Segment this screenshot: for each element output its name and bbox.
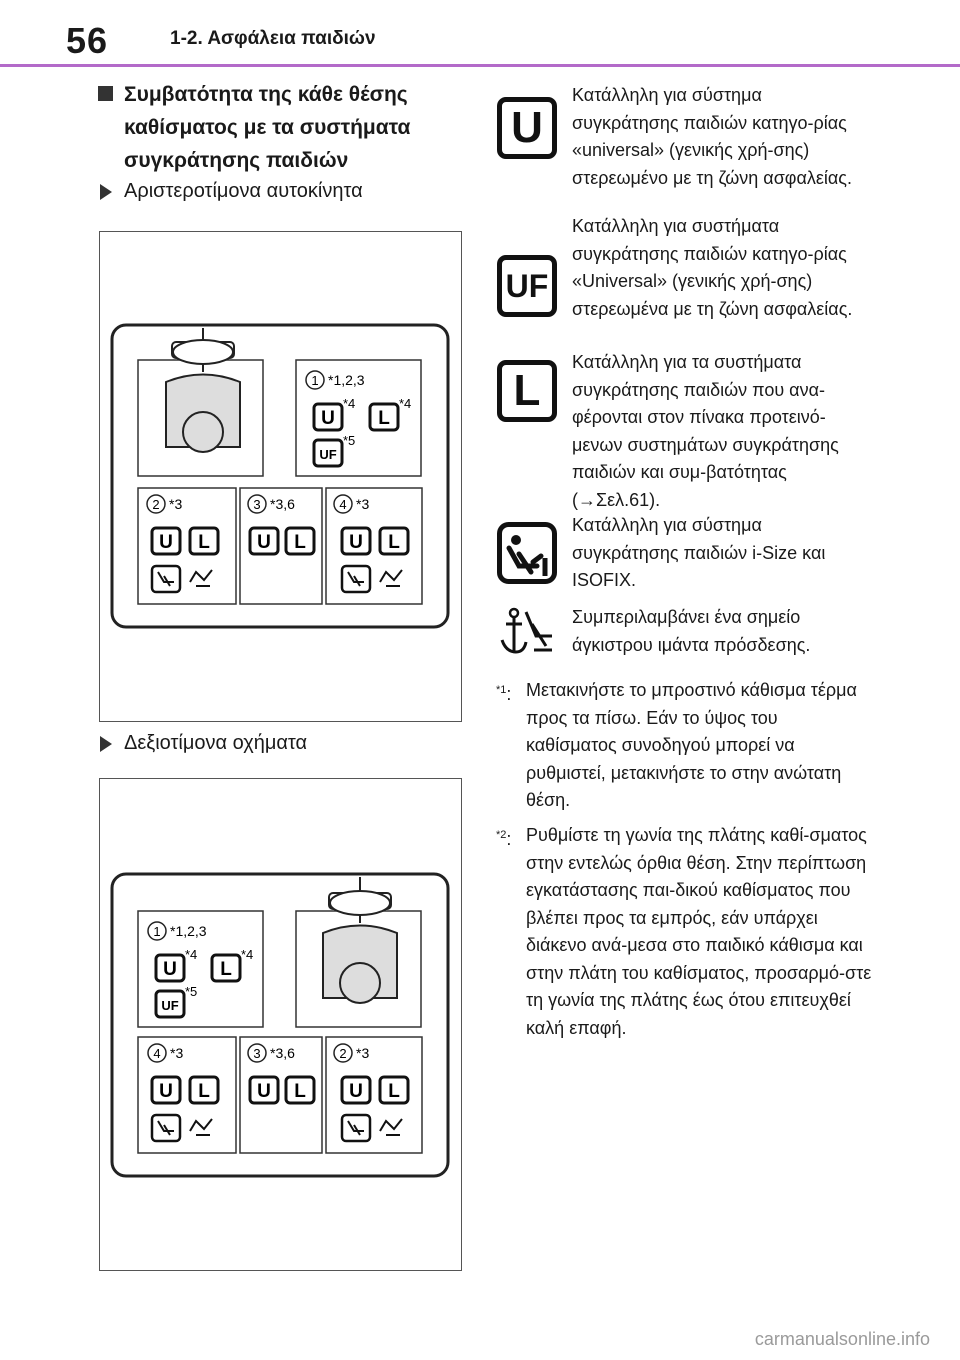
seat-3-number: 3 — [253, 497, 261, 512]
footnote-2-text: Ρυθμίστε τη γωνία της πλάτης καθί-σματος στην εντελώς όρθια θέση. Στην περίπτωση εγκατάστασης παι-δικού καθίσματος που βλέπει προς τα εμπρός, εάν υπάρχει διάκενο ανά-μεσα στο παιδικό κάθισμα και στην πλάτη του καθίσματος, προσαρμό-στε τη γωνία της πλάτης έως ότου επιτευχθεί καλή επαφή. — [526, 825, 872, 1038]
right-hand-drive-label: Δεξιοτίμονα οχήματα — [124, 732, 308, 754]
legend-uf-text: Κατάλληλη για συστήματα συγκράτησης παιδιών κατηγο-ρίας «Universal» (γενικής χρή-σης) στερεωμένα με τη ζώνη ασφαλείας. — [572, 216, 853, 319]
seat-3-mark: *3,6 — [270, 1045, 295, 1061]
u-badge: U — [163, 959, 177, 980]
triangle-bullet-icon — [100, 184, 112, 200]
top-tether-anchor-icon — [496, 606, 556, 658]
section-heading: Συμβατότητα της κάθε θέσης καθίσματος με τα συστήματα συγκράτησης παιδιών — [124, 83, 411, 172]
u-badge: U — [257, 1081, 271, 1102]
left-hand-drive-label: Αριστεροτίμονα αυτοκίνητα — [124, 180, 363, 202]
seat-2-number: 2 — [152, 497, 160, 512]
l-badge: L — [294, 532, 306, 553]
seat-4-number: 4 — [339, 497, 347, 512]
uf-mark: *5 — [185, 984, 198, 999]
l-badge: L — [378, 408, 390, 429]
legend-l-text: Κατάλληλη για τα συστήματα συγκράτησης παιδιών που ανα-φέρονται στον πίνακα προτεινό-μενων συστημάτων συγκράτησης παιδιών και συμ-βατότητας (→Σελ.61). — [572, 352, 839, 510]
u-mark: *4 — [343, 396, 356, 411]
triangle-bullet-icon — [100, 736, 112, 752]
u-icon: U — [497, 97, 557, 159]
u-mark: *4 — [185, 947, 198, 962]
l-badge: L — [388, 1081, 400, 1102]
seat-1-mark: *1,2,3 — [170, 923, 207, 939]
driver-icon — [166, 328, 240, 452]
legend-anchor-text: Συμπεριλαμβάνει ένα σημείο άγκιστρου ιμάντα πρόσδεσης. — [572, 607, 811, 655]
seat-1-number: 1 — [311, 373, 319, 388]
l-badge: L — [294, 1081, 306, 1102]
footnote-1-text: Μετακινήστε το μπροστινό κάθισμα τέρμα προς τα πίσω. Εάν το ύψος του καθίσματος συνοδηγού μπορεί να ρυθμιστεί, μετακινήστε το στην ανώτατη θέση. — [526, 680, 857, 810]
uf-badge: UF — [161, 998, 179, 1013]
u-badge: U — [321, 408, 335, 429]
u-badge: U — [159, 1081, 173, 1102]
seat-1-mark: *1,2,3 — [328, 372, 365, 388]
uf-mark: *5 — [343, 433, 356, 448]
u-badge: U — [257, 532, 271, 553]
driver-icon — [323, 877, 397, 1003]
l-badge: L — [220, 959, 232, 980]
u-badge: U — [349, 1081, 363, 1102]
l-mark: *4 — [241, 947, 254, 962]
seat-2-mark: *3 — [169, 496, 183, 512]
footnote-2 — [496, 822, 872, 1042]
seat-4-mark: *3 — [170, 1045, 184, 1061]
footnote-2-mark: $^{*2}$: — [496, 829, 512, 849]
u-badge: U — [349, 532, 363, 553]
section-title: 1-2. Ασφάλεια παιδιών — [170, 28, 376, 49]
seat-2-mark: *3 — [356, 1045, 370, 1061]
rhd-diagram-svg — [100, 779, 461, 1270]
l-badge: L — [198, 532, 210, 553]
seat-3-mark: *3,6 — [270, 496, 295, 512]
l-mark: *4 — [399, 396, 412, 411]
l-badge: L — [198, 1081, 210, 1102]
seat-4-number: 4 — [153, 1046, 161, 1061]
seat-1-number: 1 — [153, 924, 161, 939]
legend-u-text: Κατάλληλη για σύστημα συγκράτησης παιδιών κατηγο-ρίας «universal» (γενικής χρή-σης) στερεωμένο με τη ζώνη ασφαλείας. — [572, 85, 852, 188]
uf-icon: UF — [497, 255, 557, 317]
header-divider — [0, 64, 960, 67]
page-number: 56 — [66, 20, 109, 61]
isize-isofix-icon — [497, 522, 557, 584]
l-icon: L — [497, 360, 557, 422]
lhd-seat-diagram — [99, 231, 462, 722]
l-badge: L — [388, 532, 400, 553]
u-badge: U — [159, 532, 173, 553]
rhd-seat-diagram — [99, 778, 462, 1271]
lhd-diagram-svg — [100, 232, 461, 721]
seat-2-number: 2 — [339, 1046, 347, 1061]
seat-3-number: 3 — [253, 1046, 261, 1061]
watermark: carmanualsonline.info — [754, 1329, 930, 1349]
heading-bullet-icon — [98, 86, 113, 101]
footnote-1-mark: $^{*1}$: — [496, 684, 512, 704]
uf-badge: UF — [319, 447, 337, 462]
seat-4-mark: *3 — [356, 496, 370, 512]
legend-isize-text: Κατάλληλη για σύστημα συγκράτησης παιδιών i-Size και ISOFIX. — [572, 515, 826, 590]
footnote-1 — [496, 677, 872, 815]
